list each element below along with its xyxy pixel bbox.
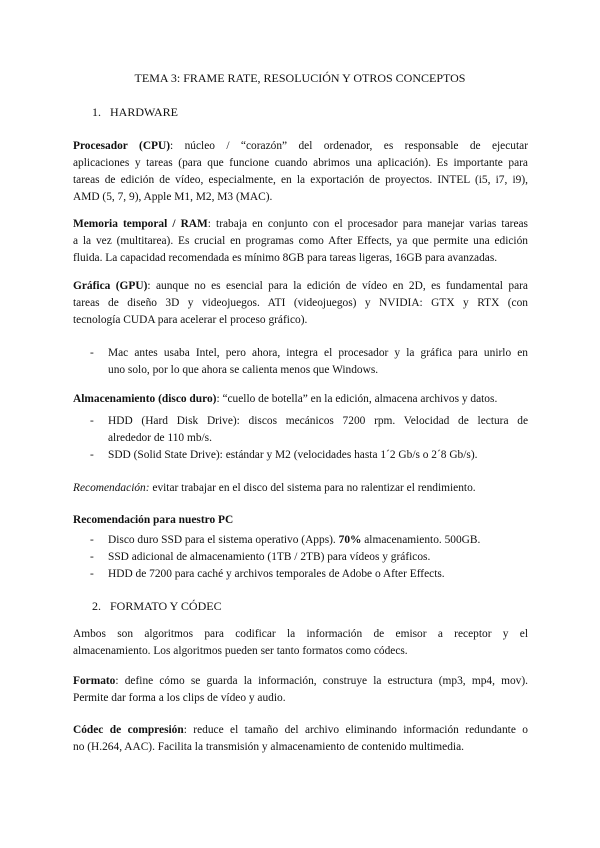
bullet-dash: - bbox=[90, 551, 94, 563]
section-label: FORMATO Y CÓDEC bbox=[110, 599, 222, 613]
section-number: 1. bbox=[92, 105, 101, 119]
term-ram: Memoria temporal / RAM bbox=[73, 218, 208, 230]
bullet-dash: - bbox=[90, 415, 94, 427]
paragraph-recommendation: Recomendación: evitar trabajar en el disco del sistema para no ralentizar el rendimiento. bbox=[73, 482, 476, 494]
section-number: 2. bbox=[92, 599, 101, 613]
bullet-dash: - bbox=[90, 347, 94, 359]
document-page: TEMA 3: FRAME RATE, RESOLUCIÓN Y OTROS CONCEPTOS 1. HARDWARE Procesador (CPU): núcleo / “corazón” del ordenador, es responsable de ejecutar aplicaciones y tareas (para que funcione cuando abrimos una aplicación). Es importante para tareas de edición de vídeo, especialmente, en la exportación de proyectos. INTEL (i5, i7, i9), AMD (5, 7, 9), Apple M1, M2, M3 (MAC). Memoria temporal / RAM: trabaja en conjunto con el procesador para manejar varias tareas a la vez (multitarea). Es crucial en programas como After Effects, ya que permite una edición fluida. La capacidad recomendada es mínimo 8GB para tareas ligeras, 16GB para avanzadas. Gráfica (GPU): aunque no es esencial para la edición de vídeo en 2D, es fundamental para tareas de diseño 3D y videojuegos. ATI (videojuegos) y NVIDIA: GTX y RTX (con tecnología CUDA para acelerar el proceso gráfico). - Mac antes usaba Intel, pero ahora, integra el procesador y la gráfica para unirlo en uno solo, por lo que ahora se calienta menos que Windows. Almacenamiento (disco duro): “cuello de botella” en la edición, almacena archivos y datos. - HDD (Hard Disk Drive): discos mecánicos 7200 rpm. Velocidad de lectura de alrededor de 110 mb/s. - SDD (Solid State Drive): estándar y M2 (velocidades hasta 1´2 Gb/s o 2´8 Gb/s). Recomendación: evitar trabajar en el disco del sistema para no ralentizar el rendimiento. Recomendación para nuestro PC - Disco duro SSD para el sistema operativo (Apps). 70% almacenamiento. 500GB. - SSD adicional de almacenamiento (1TB / 2TB) para vídeos y gráficos. - HDD de 7200 para caché y archivos temporales de Adobe o After Effects. 2. FORMATO Y CÓDEC Ambos son algoritmos para codificar la información de emisor a receptor y el almacenamiento. Los algoritmos pueden ser tanto formatos como códecs. Formato: define cómo se guarda la información, construye la estructura (mp3, mp4, mov). Permite dar forma a los clips de vídeo y audio. Códec de compresión: reduce el tamaño del archivo eliminando información redundante o no (H.264, AAC). Facilita la transmisión y almacenamiento de contenido multimedia. bbox=[0, 0, 600, 848]
pc-heading: Recomendación para nuestro PC bbox=[73, 514, 234, 526]
term-codec: Códec de compresión bbox=[73, 724, 184, 736]
term-cpu: Procesador (CPU) bbox=[73, 140, 171, 152]
section-label: HARDWARE bbox=[110, 105, 178, 119]
term-recommendation: Recomendación: bbox=[73, 482, 150, 494]
bullet-dash: - bbox=[90, 449, 94, 461]
document-title: TEMA 3: FRAME RATE, RESOLUCIÓN Y OTROS CONCEPTOS bbox=[134, 71, 466, 85]
bullet-dash: - bbox=[90, 568, 94, 580]
bullet-dash: - bbox=[90, 534, 94, 546]
term-formato: Formato bbox=[73, 675, 116, 687]
term-storage: Almacenamiento (disco duro) bbox=[73, 393, 217, 405]
term-gpu: Gráfica (GPU) bbox=[73, 280, 148, 292]
